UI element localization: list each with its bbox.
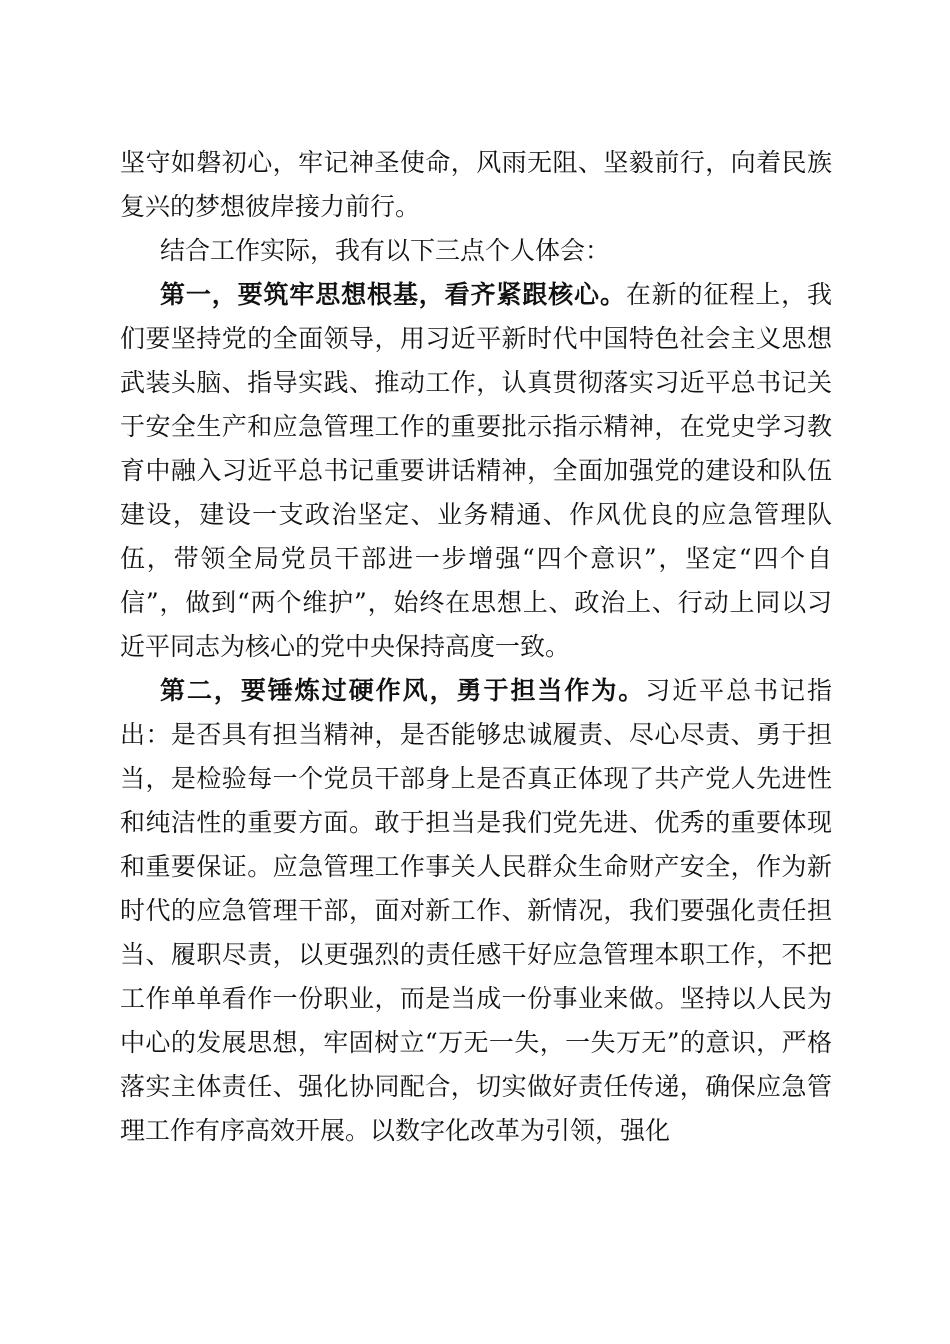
paragraph-text: 坚守如磐初心，牢记神圣使命，风雨无阻、坚毅前行，向着民族复兴的梦想彼岸接力前行。 <box>120 148 832 221</box>
paragraph-lead-heading: 第二，要锤炼过硬作风，勇于担当作为。 <box>160 676 646 705</box>
paragraph-continuation <box>120 141 832 229</box>
paragraph-lead-heading: 第一，要筑牢思想根基，看齐紧跟核心。 <box>160 280 626 309</box>
document-body <box>120 141 832 1153</box>
paragraph-text: 在新的征程上，我们要坚持党的全面领导，用习近平新时代中国特色社会主义思想武装头脑、指导实践、推动工作，认真贯彻落实习近平总书记关于安全生产和应急管理工作的重要批示指示精神，在党史学习教育中融入习近平总书记重要讲话精神，全面加强党的建设和队伍建设，建设一支政治坚定、业务精通、作风优良的应急管理队伍，带领全局党员干部进一步增强“四个意识”，坚定“四个自信”，做到“两个维护”，始终在思想上、政治上、行动上同以习近平同志为核心的党中央保持高度一致。 <box>120 280 832 661</box>
paragraph-text: 习近平总书记指出：是否具有担当精神，是否能够忠诚履责、尽心尽责、勇于担当，是检验每一个党员干部身上是否真正体现了共产党人先进性和纯洁性的重要方面。敢于担当是我们党先进、优秀的重要体现和重要保证。应急管理工作事关人民群众生命财产安全，作为新时代的应急管理干部，面对新工作、新情况，我们要强化责任担当、履职尽责，以更强烈的责任感干好应急管理本职工作，不把工作单单看作一份职业，而是当成一份事业来做。坚持以人民为中心的发展思想，牢固树立“万无一失，一失万无”的意识，严格落实主体责任、强化协同配合，切实做好责任传递，确保应急管理工作有序高效开展。以数字化改革为引领，强化 <box>120 676 832 1145</box>
paragraph-point-one <box>120 273 832 669</box>
paragraph-intro <box>120 229 832 273</box>
paragraph-point-two <box>120 669 832 1153</box>
paragraph-text: 结合工作实际，我有以下三点个人体会： <box>160 236 611 265</box>
